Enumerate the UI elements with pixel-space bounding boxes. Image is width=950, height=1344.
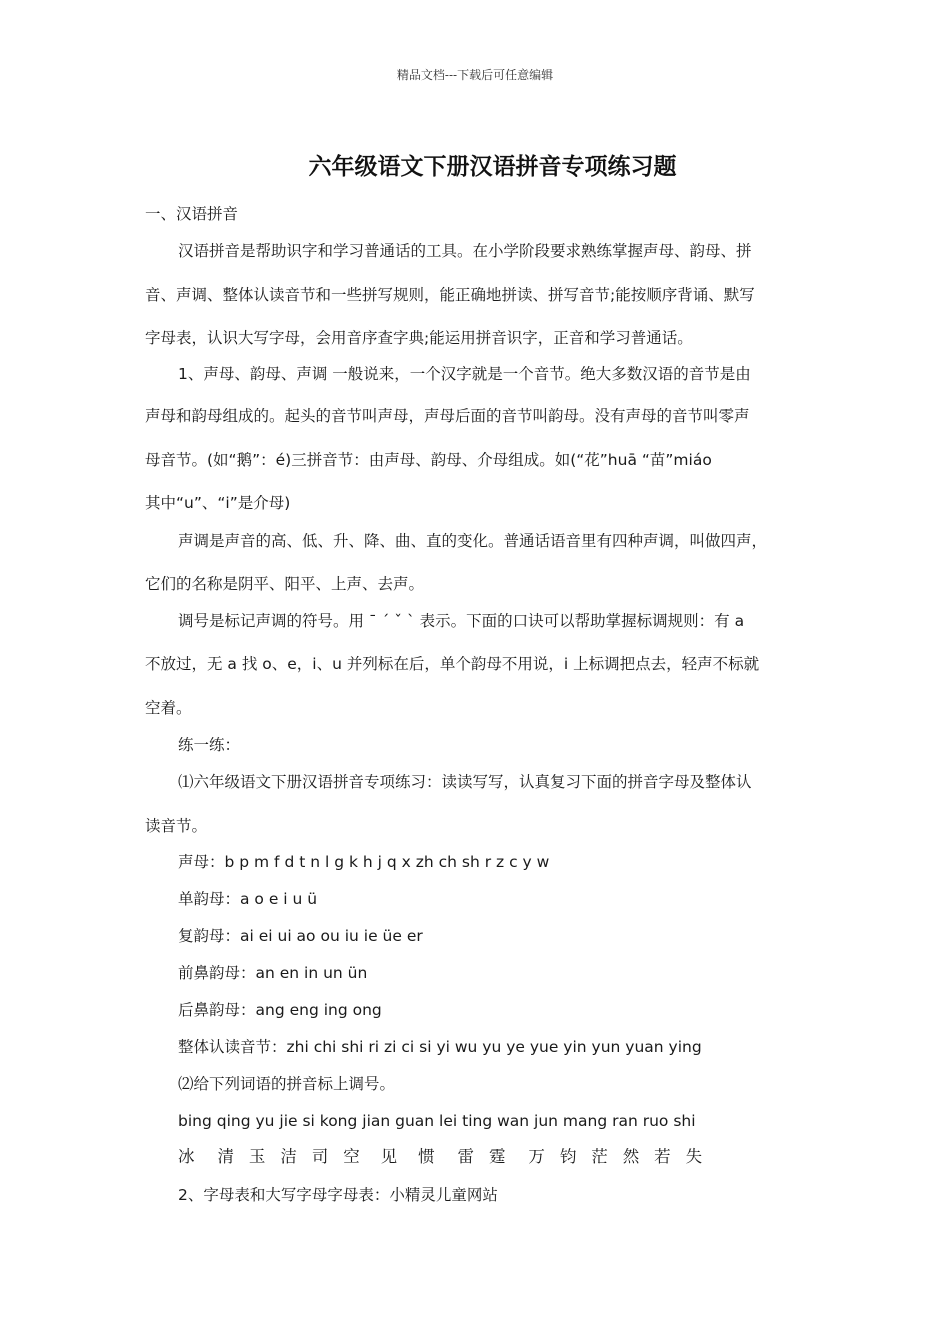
hanzi-char: 空 [343,1147,360,1166]
hanzi-char: 司 [311,1147,329,1166]
item-line: 2、字母表和大写字母字母表：小精灵儿童网站 [178,1186,498,1204]
paragraph-line: 空着。 [145,699,192,717]
paragraph-line: 声母和韵母组成的。起头的音节叫声母，声母后面的音节叫韵母。没有声母的音节叫零声 [145,407,750,425]
question-line: 读音节。 [145,817,208,835]
paragraph-line: 汉语拼音是帮助识字和学习普通话的工具。在小学阶段要求熟练掌握声母、韵母、拼 [178,242,752,260]
section-heading: 一、汉语拼音 [145,205,239,223]
hanzi-char: 茫 [591,1147,608,1166]
pinyin-row: bing qing yu jie si kong jian guan lei ting wan jun mang ran ruo shi [178,1112,696,1130]
paragraph-line: 不放过，无 a 找 o、e，i、u 并列标在后，单个韵母不用说，i 上标调把点去，轻声不标就 [145,655,760,673]
hanzi-char: 雷 [457,1147,474,1166]
question-line: ⑵给下列词语的拼音标上调号。 [178,1075,396,1093]
paragraph-line: 字母表，认识大写字母，会用音序查字典;能运用拼音识字，正音和学习普通话。 [145,329,693,347]
hanzi-char: 霆 [488,1147,506,1166]
hanzi-row [178,1147,712,1167]
page-title: 六年级语文下册汉语拼音专项练习题 [308,154,677,180]
danyunmu-line: 单韵母：a o e i u ü [178,890,318,908]
houbi-yunmu-line: 后鼻韵母：ang eng ing ong [178,1001,382,1019]
hanzi-char: 清 [217,1147,234,1166]
shengmu-line: 声母：b p m f d t n l g k h j q x zh ch sh r z c y w [178,853,550,871]
hanzi-char: 然 [622,1147,640,1166]
question-line: ⑴六年级语文下册汉语拼音专项练习：读读写写，认真复习下面的拼音字母及整体认 [178,773,752,791]
hanzi-char: 若 [654,1147,671,1166]
hanzi-char: 惯 [418,1147,435,1166]
hanzi-char: 失 [685,1147,703,1166]
paragraph-line: 它们的名称是阴平、阳平、上声、去声。 [145,575,425,593]
practice-label: 练一练： [178,736,241,754]
page-header: 精品文档---下载后可任意编辑 [396,68,554,82]
zhengti-line: 整体认读音节：zhi chi shi ri zi ci si yi wu yu ye yue yin yun yuan ying [178,1038,702,1056]
hanzi-char: 玉 [248,1147,266,1166]
hanzi-char: 钧 [559,1147,577,1166]
hanzi-char: 冰 [178,1147,195,1166]
paragraph-line: 调号是标记声调的符号。用 ˉ ˊ ˇ ˋ 表示。下面的口诀可以帮助掌握标调规则：有 a [178,612,745,630]
paragraph-line: 1、声母、韵母、声调 一般说来，一个汉字就是一个音节。绝大多数汉语的音节是由 [178,365,751,383]
qianbi-yunmu-line: 前鼻韵母：an en in un ün [178,964,368,982]
hanzi-char: 见 [380,1147,398,1166]
fuyunmu-line: 复韵母：ai ei ui ao ou iu ie üe er [178,927,423,945]
paragraph-line: 母音节。(如“鹅”：é)三拼音节：由声母、韵母、介母组成。如(“花”huā “苗”miáo [145,451,712,469]
paragraph-line: 声调是声音的高、低、升、降、曲、直的变化。普通话语音里有四种声调，叫做四声， [178,532,768,550]
hanzi-char: 洁 [280,1147,297,1166]
paragraph-line: 音、声调、整体认读音节和一些拼写规则，能正确地拼读、拼写音节;能按顺序背诵、默写 [145,286,755,304]
paragraph-line: 其中“u”、“i”是介母) [145,494,291,512]
hanzi-char: 万 [528,1147,545,1166]
